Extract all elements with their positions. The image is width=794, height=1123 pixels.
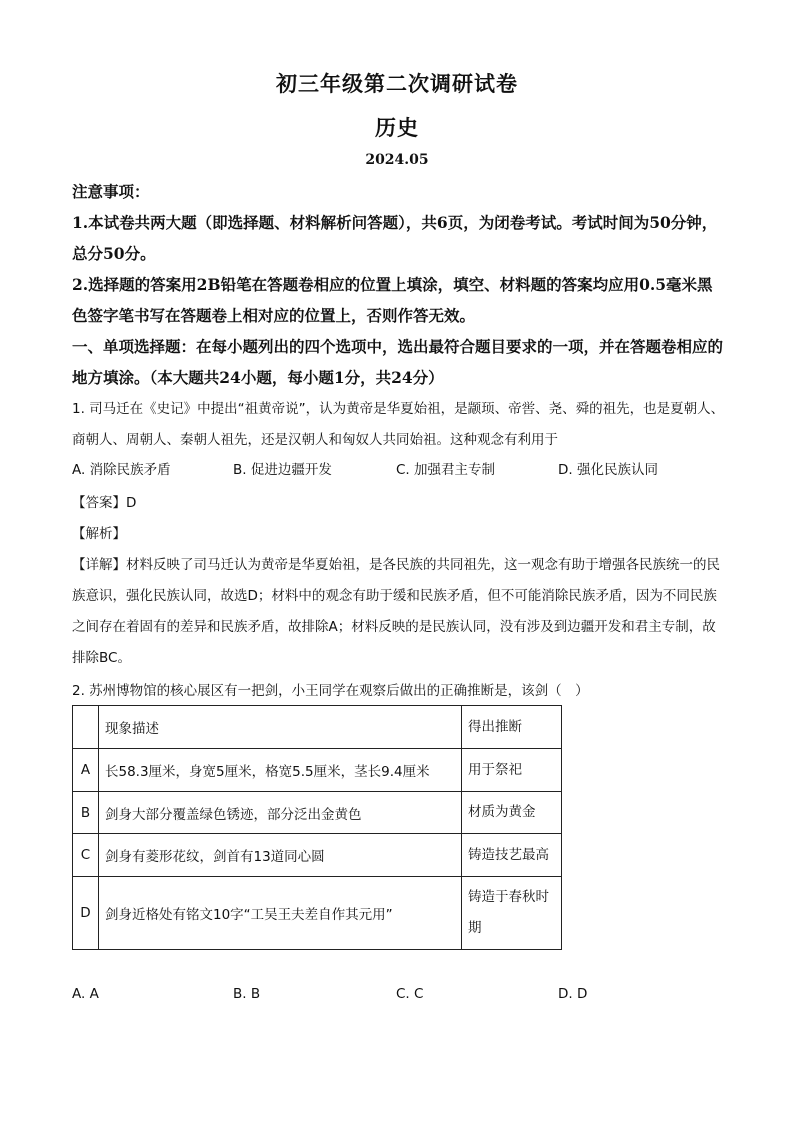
question-2-table bbox=[72, 705, 562, 950]
table-cell: 剑身有菱形花纹，剑首有13道同心圆 bbox=[99, 834, 462, 877]
question-2-option-a: A. A bbox=[72, 986, 99, 1002]
table-row bbox=[73, 834, 562, 877]
table-row bbox=[73, 792, 562, 834]
table-row bbox=[73, 749, 562, 792]
question-1-answer: 【答案】D bbox=[72, 495, 137, 511]
exam-title: 初三年级第二次调研试卷 bbox=[276, 71, 518, 96]
table-cell: A bbox=[73, 749, 99, 792]
question-2-stem: 2. 苏州博物馆的核心展区有一把剑，小王同学在观察后做出的正确推断是，该剑（ ） bbox=[72, 683, 589, 699]
table-cell: 用于祭祀 bbox=[462, 749, 562, 792]
table-header-cell: 得出推断 bbox=[462, 706, 562, 749]
question-1-options bbox=[72, 458, 722, 482]
table-cell: 铸造技艺最高 bbox=[462, 834, 562, 877]
question-1-option-d: D. 强化民族认同 bbox=[558, 462, 658, 478]
table-cell: 剑身大部分覆盖绿色锈迹，部分泛出金黄色 bbox=[99, 792, 462, 834]
exam-date: 2024.05 bbox=[365, 152, 429, 168]
question-1-analysis-label: 【解析】 bbox=[72, 526, 126, 542]
table-cell: 剑身近格处有铭文10字“工吴王夫差自作其元用” bbox=[99, 877, 462, 950]
subject-title: 历史 bbox=[375, 115, 419, 140]
question-1-option-a: A. 消除民族矛盾 bbox=[72, 462, 171, 478]
question-2-option-b: B. B bbox=[233, 986, 261, 1002]
question-2-option-c: C. C bbox=[396, 986, 424, 1002]
table-cell: D bbox=[73, 877, 99, 950]
notice-heading: 注意事项： bbox=[72, 182, 150, 201]
notice-item-2: 2.选择题的答案用2B铅笔在答题卷相应的位置上填涂，填空、材料题的答案均应用0.5毫米黑色签字笔书写在答题卷上相对应的位置上，否则作答无效。 bbox=[72, 275, 713, 325]
section-1-heading: 一、单项选择题：在每小题列出的四个选项中，选出最符合题目要求的一项，并在答题卷相应的地方填涂。（本大题共24小题，每小题1分，共24分） bbox=[72, 337, 724, 387]
question-1-option-b: B. 促进边疆开发 bbox=[233, 462, 332, 478]
question-1-detail: 【详解】材料反映了司马迁认为黄帝是华夏始祖，是各民族的共同祖先，这一观念有助于增强各民族统一的民族意识，强化民族认同，故选D；材料中的观念有助于缓和民族矛盾，但不可能消除民族矛盾，因为不同民族之间存在着固有的差异和民族矛盾，故排除A；材料反映的是民族认同，没有涉及到边疆开发和君主专制，故排除BC。 bbox=[72, 557, 720, 666]
table-cell: B bbox=[73, 792, 99, 834]
question-1-option-c: C. 加强君主专制 bbox=[396, 462, 496, 478]
question-1-stem: 1. 司马迁在《史记》中提出“祖黄帝说”，认为黄帝是华夏始祖，是颛顼、帝喾、尧、舜的祖先，也是夏朝人、商朝人、周朝人、秦朝人祖先，还是汉朝人和匈奴人共同始祖。这种观念有利用于 bbox=[72, 401, 725, 448]
notice-item-1: 1.本试卷共两大题（即选择题、材料解析问答题），共6页，为闭卷考试。考试时间为50分钟，总分50分。 bbox=[72, 213, 718, 263]
question-2-options bbox=[72, 986, 722, 1010]
table-cell: 材质为黄金 bbox=[462, 792, 562, 834]
table-header-row bbox=[73, 706, 562, 749]
table-cell: 长58.3厘米，身宽5厘米，格宽5.5厘米，茎长9.4厘米 bbox=[99, 749, 462, 792]
table-header-cell: 现象描述 bbox=[99, 706, 462, 749]
table-cell: C bbox=[73, 834, 99, 877]
table-row bbox=[73, 877, 562, 950]
question-2-option-d: D. D bbox=[558, 986, 588, 1002]
table-header-cell bbox=[73, 706, 99, 749]
table-cell: 铸造于春秋时期 bbox=[462, 877, 562, 950]
